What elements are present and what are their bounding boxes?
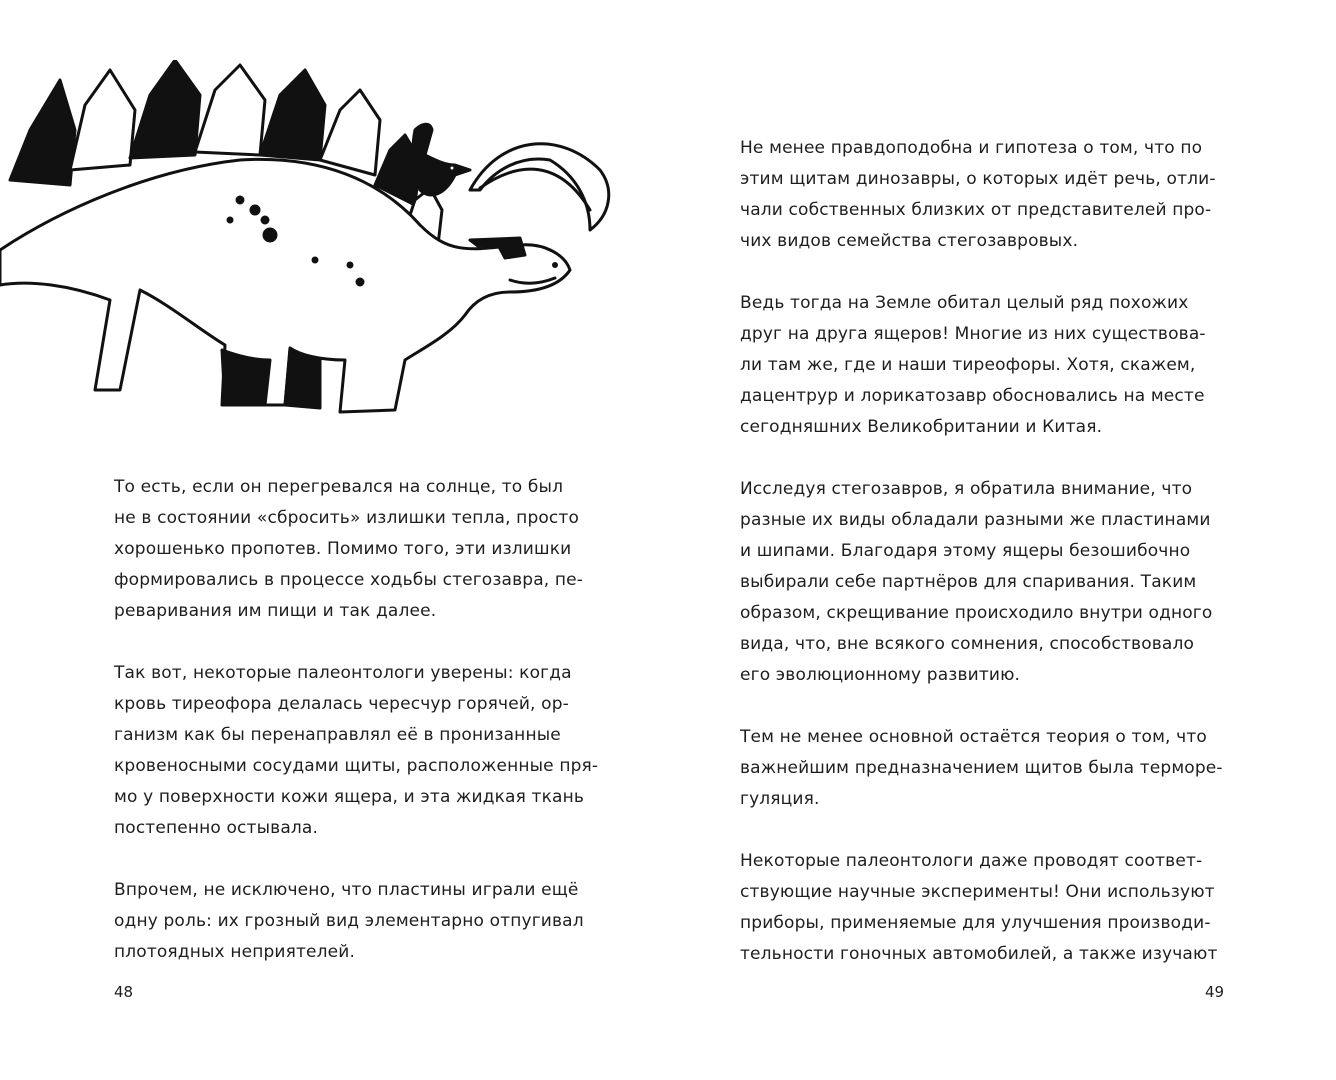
- back-plate: [195, 65, 265, 155]
- text-line: этим щитам динозавры, о которых идёт речь, отли-: [740, 169, 1216, 189]
- back-plate: [70, 70, 135, 170]
- spot: [313, 258, 317, 262]
- spot: [251, 206, 259, 214]
- text-line: Исследуя стегозавров, я обратила внимание, что: [740, 479, 1193, 499]
- text-line: Не менее правдоподобна и гипотеза о том, что по: [740, 138, 1203, 158]
- text-line: выбирали себе партнёров для спаривания. Таким: [740, 572, 1197, 592]
- text-line: его эволюционному развитию.: [740, 665, 1021, 685]
- text-line: сегодняшних Великобритании и Китая.: [740, 417, 1103, 437]
- text-line: чих видов семейства стегозавровых.: [740, 231, 1079, 251]
- front-leg: [285, 350, 320, 408]
- text-line: плотоядных неприятелей.: [114, 942, 356, 962]
- text-line: мо у поверхности кожи ящера, и эта жидкая ткань: [114, 787, 585, 807]
- spot: [237, 197, 243, 203]
- text-line: ли там же, где и наши тиреофоры. Хотя, скажем,: [740, 355, 1196, 375]
- bird: [413, 124, 470, 195]
- text-line: образом, скрещивание происходило внутри одного: [740, 603, 1213, 623]
- text-line: тельности гоночных автомобилей, а также изучают: [740, 944, 1218, 964]
- paragraph: [740, 288, 1220, 443]
- text-line: Ведь тогда на Земле обитал целый ряд похожих: [740, 293, 1189, 313]
- back-plate: [10, 80, 75, 185]
- text-line: приборы, применяемые для улучшения производи-: [740, 913, 1211, 933]
- text-line: чали собственных близких от представителей про-: [740, 200, 1212, 220]
- right-page-text: [740, 133, 1223, 1001]
- paragraph: [740, 846, 1220, 970]
- left-page-text: [114, 472, 599, 999]
- back-plate: [130, 60, 200, 158]
- text-line: хорошенько пропотев. Помимо того, эти излишки: [114, 539, 572, 559]
- paragraph: [740, 722, 1223, 815]
- text-line: гуляция.: [740, 789, 820, 809]
- paragraph: [114, 472, 594, 627]
- text-line: реваривания им пищи и так далее.: [114, 601, 437, 621]
- dinosaur-body: [0, 159, 570, 412]
- text-line: То есть, если он перегревался на солнце, то был: [114, 477, 564, 497]
- spot: [262, 217, 268, 223]
- page-number: 48: [114, 983, 134, 1001]
- text-line: ствующие научные эксперименты! Они используют: [740, 882, 1215, 902]
- page-number: 49: [1205, 983, 1225, 1001]
- leaf: [470, 144, 609, 230]
- text-line: не в состоянии «сбросить» излишки тепла, просто: [114, 508, 580, 528]
- text-line: одну роль: их грозный вид элементарно отпугивал: [114, 911, 584, 931]
- stegosaurus-illustration: [0, 60, 640, 440]
- text-line: кровеносными сосудами щиты, расположенные пря-: [114, 756, 599, 776]
- paragraph: [114, 875, 594, 968]
- spot: [228, 218, 232, 222]
- spot: [264, 229, 276, 241]
- text-line: формировались в процессе ходьбы стегозавра, пе-: [114, 570, 584, 590]
- back-leg: [222, 350, 270, 405]
- text-line: важнейшим предназначением щитов была терморе-: [740, 758, 1223, 778]
- paragraph: [740, 133, 1220, 257]
- text-line: дацентрур и лорикатозавр обосновались на месте: [740, 386, 1205, 406]
- text-line: постепенно остывала.: [114, 818, 319, 838]
- paragraph: [740, 474, 1220, 691]
- text-line: вида, что, вне всякого сомнения, способствовало: [740, 634, 1195, 654]
- right-page: [668, 0, 1336, 1080]
- text-line: Некоторые палеонтологи даже проводят соответ-: [740, 851, 1203, 871]
- back-plate: [320, 90, 380, 175]
- text-line: Так вот, некоторые палеонтологи уверены: когда: [114, 663, 572, 683]
- text-line: Впрочем, не исключено, что пластины играли ещё: [114, 880, 579, 900]
- text-line: и шипами. Благодаря этому ящеры безошибочно: [740, 541, 1191, 561]
- text-line: друг на друга ящеров! Многие из них существова-: [740, 324, 1206, 344]
- nostril: [554, 264, 557, 267]
- text-line: ганизм как бы перенаправлял её в пронизанные: [114, 725, 561, 745]
- text-line: кровь тиреофора делалась чересчур горячей, ор-: [114, 694, 569, 714]
- bird-eye: [451, 167, 454, 170]
- spot: [348, 263, 352, 267]
- text-line: Тем не менее основной остаётся теория о том, что: [740, 727, 1207, 747]
- paragraph: [114, 658, 599, 844]
- back-plate: [260, 70, 325, 160]
- text-line: разные их виды обладали разными же пластинами: [740, 510, 1211, 530]
- spot: [357, 279, 363, 285]
